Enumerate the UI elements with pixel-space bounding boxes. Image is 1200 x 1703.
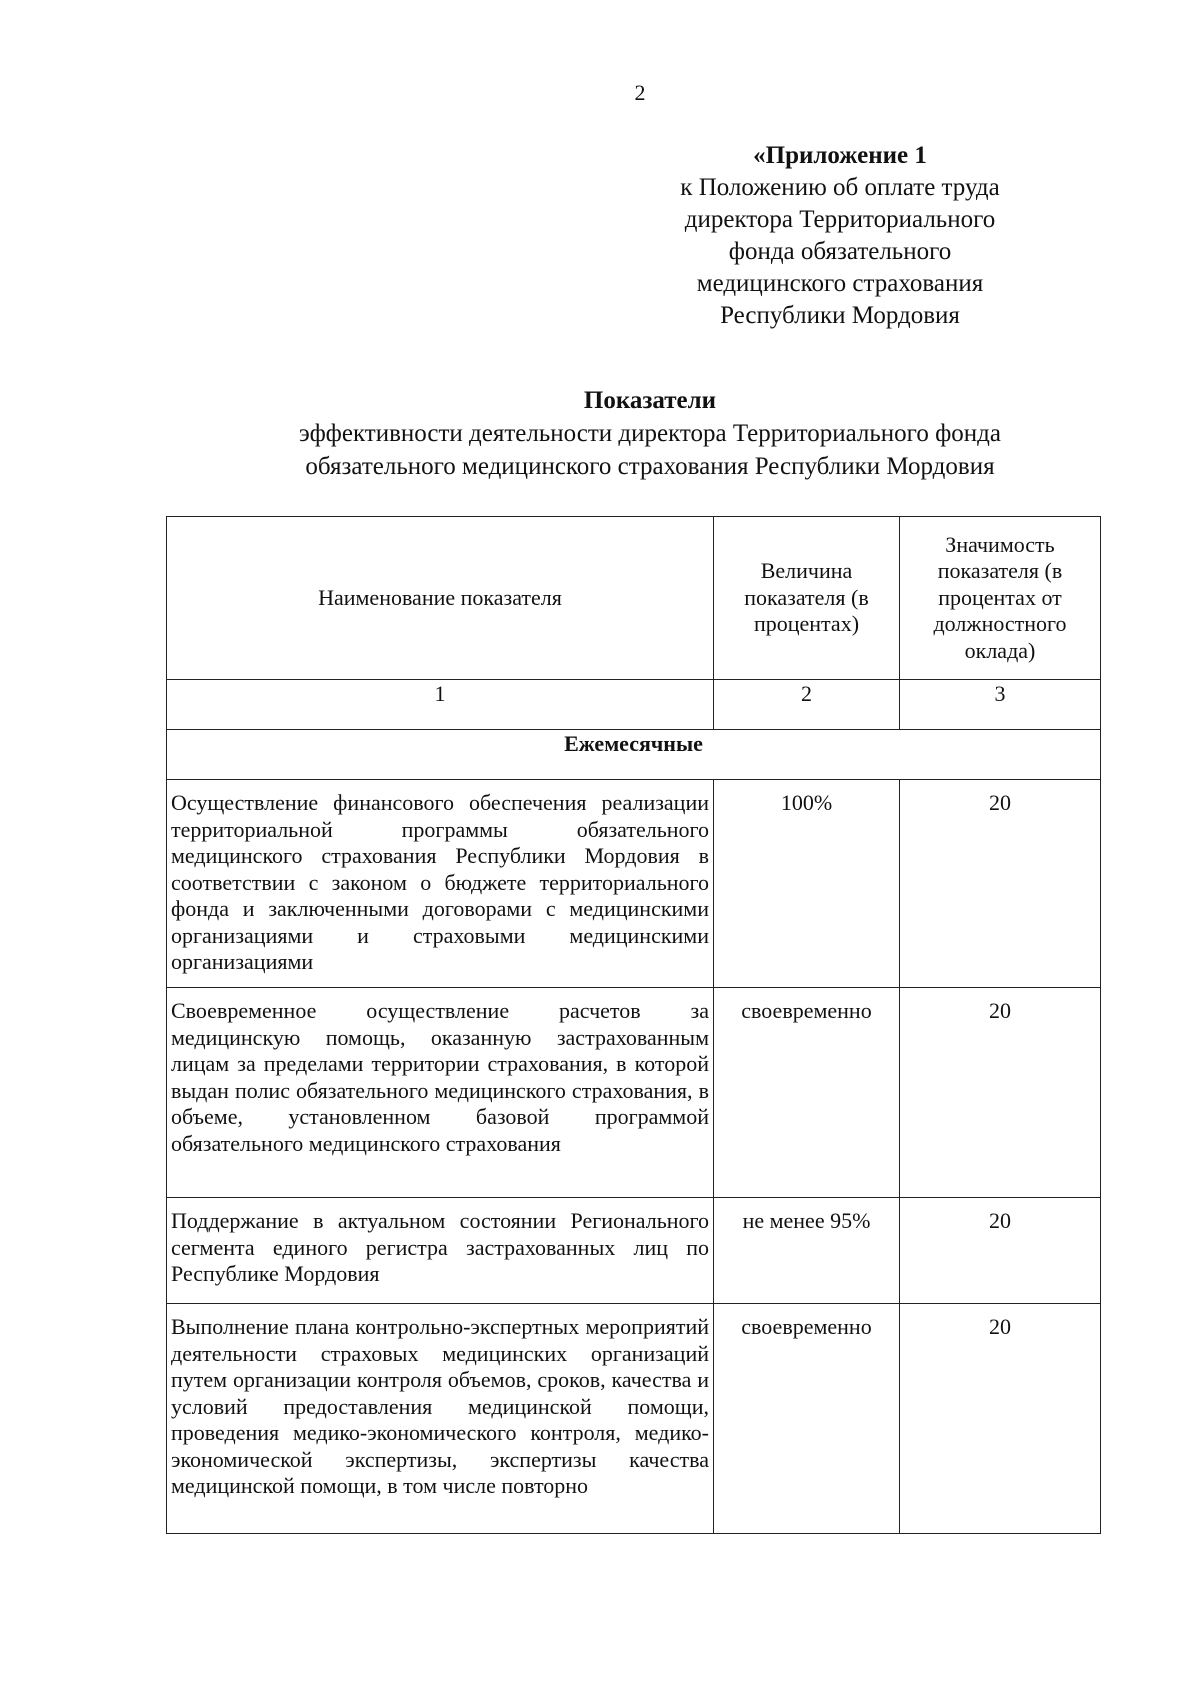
indicator-name: Поддержание в актуальном состоянии Регионального сегмента единого регистра застрахованных лиц по Республике Мордовия <box>167 1198 714 1304</box>
indicator-name: Осуществление финансового обеспечения реализации территориальной программы обязательного медицинского страхования Республики Мордовия в соответствии с законом о бюджете территориального фонда и заключенными договорами с медицинскими организациями и страховыми медицинскими организациями <box>167 780 714 988</box>
table-row <box>167 988 1101 1198</box>
table-row <box>167 780 1101 988</box>
header-indicator-value: Величина показателя (в процентах) <box>714 517 900 680</box>
table-row <box>167 1198 1101 1304</box>
indicator-name: Выполнение плана контрольно-экспертных мероприятий деятельности страховых медицинских организаций путем организации контроля объемов, сроков, качества и условий предоставления медицинской помощи, проведения медико-экономического контроля, медико-экономической экспертизы, экспертизы качества медицинской помощи, в том числе повторно <box>167 1304 714 1534</box>
indicator-significance: 20 <box>900 1304 1101 1534</box>
indicator-significance: 20 <box>900 988 1101 1198</box>
appendix-block <box>630 140 1050 332</box>
indicator-value: 100% <box>714 780 900 988</box>
appendix-line: к Положению об оплате труда <box>680 174 1000 201</box>
header-indicator-name: Наименование показателя <box>167 517 714 680</box>
column-number: 2 <box>714 680 900 730</box>
heading-title: Показатели <box>583 387 717 414</box>
indicator-significance: 20 <box>900 780 1101 988</box>
appendix-title: «Приложение 1 <box>753 142 927 169</box>
header-indicator-significance: Значимость показателя (в процентах от должностного оклада) <box>900 517 1101 680</box>
column-number-row <box>167 680 1101 730</box>
indicators-table <box>166 516 1101 1534</box>
page-number: 2 <box>634 80 646 105</box>
appendix-line: медицинского страхования <box>696 270 984 297</box>
indicator-value: не менее 95% <box>714 1198 900 1304</box>
heading-line: обязательного медицинского страхования Республики Мордовия <box>305 453 995 480</box>
section-title: Ежемесячные <box>167 730 1101 780</box>
column-number: 1 <box>167 680 714 730</box>
heading-line: эффективности деятельности директора Территориального фонда <box>299 420 1001 447</box>
indicator-value: своевременно <box>714 988 900 1198</box>
table-header-row <box>167 517 1101 680</box>
document-heading <box>150 384 1150 483</box>
appendix-line: Республики Мордовия <box>720 302 960 329</box>
indicator-name: Своевременное осуществление расчетов за медицинскую помощь, оказанную застрахованным лицам за пределами территории страхования, в которой выдан полис обязательного медицинского страхования, в объеме, установленном базовой программой обязательного медицинского страхования <box>167 988 714 1198</box>
column-number: 3 <box>900 680 1101 730</box>
section-row <box>167 730 1101 780</box>
indicator-value: своевременно <box>714 1304 900 1534</box>
appendix-line: директора Территориального <box>684 206 996 233</box>
appendix-line: фонда обязательного <box>728 238 952 265</box>
indicator-significance: 20 <box>900 1198 1101 1304</box>
table-row <box>167 1304 1101 1534</box>
